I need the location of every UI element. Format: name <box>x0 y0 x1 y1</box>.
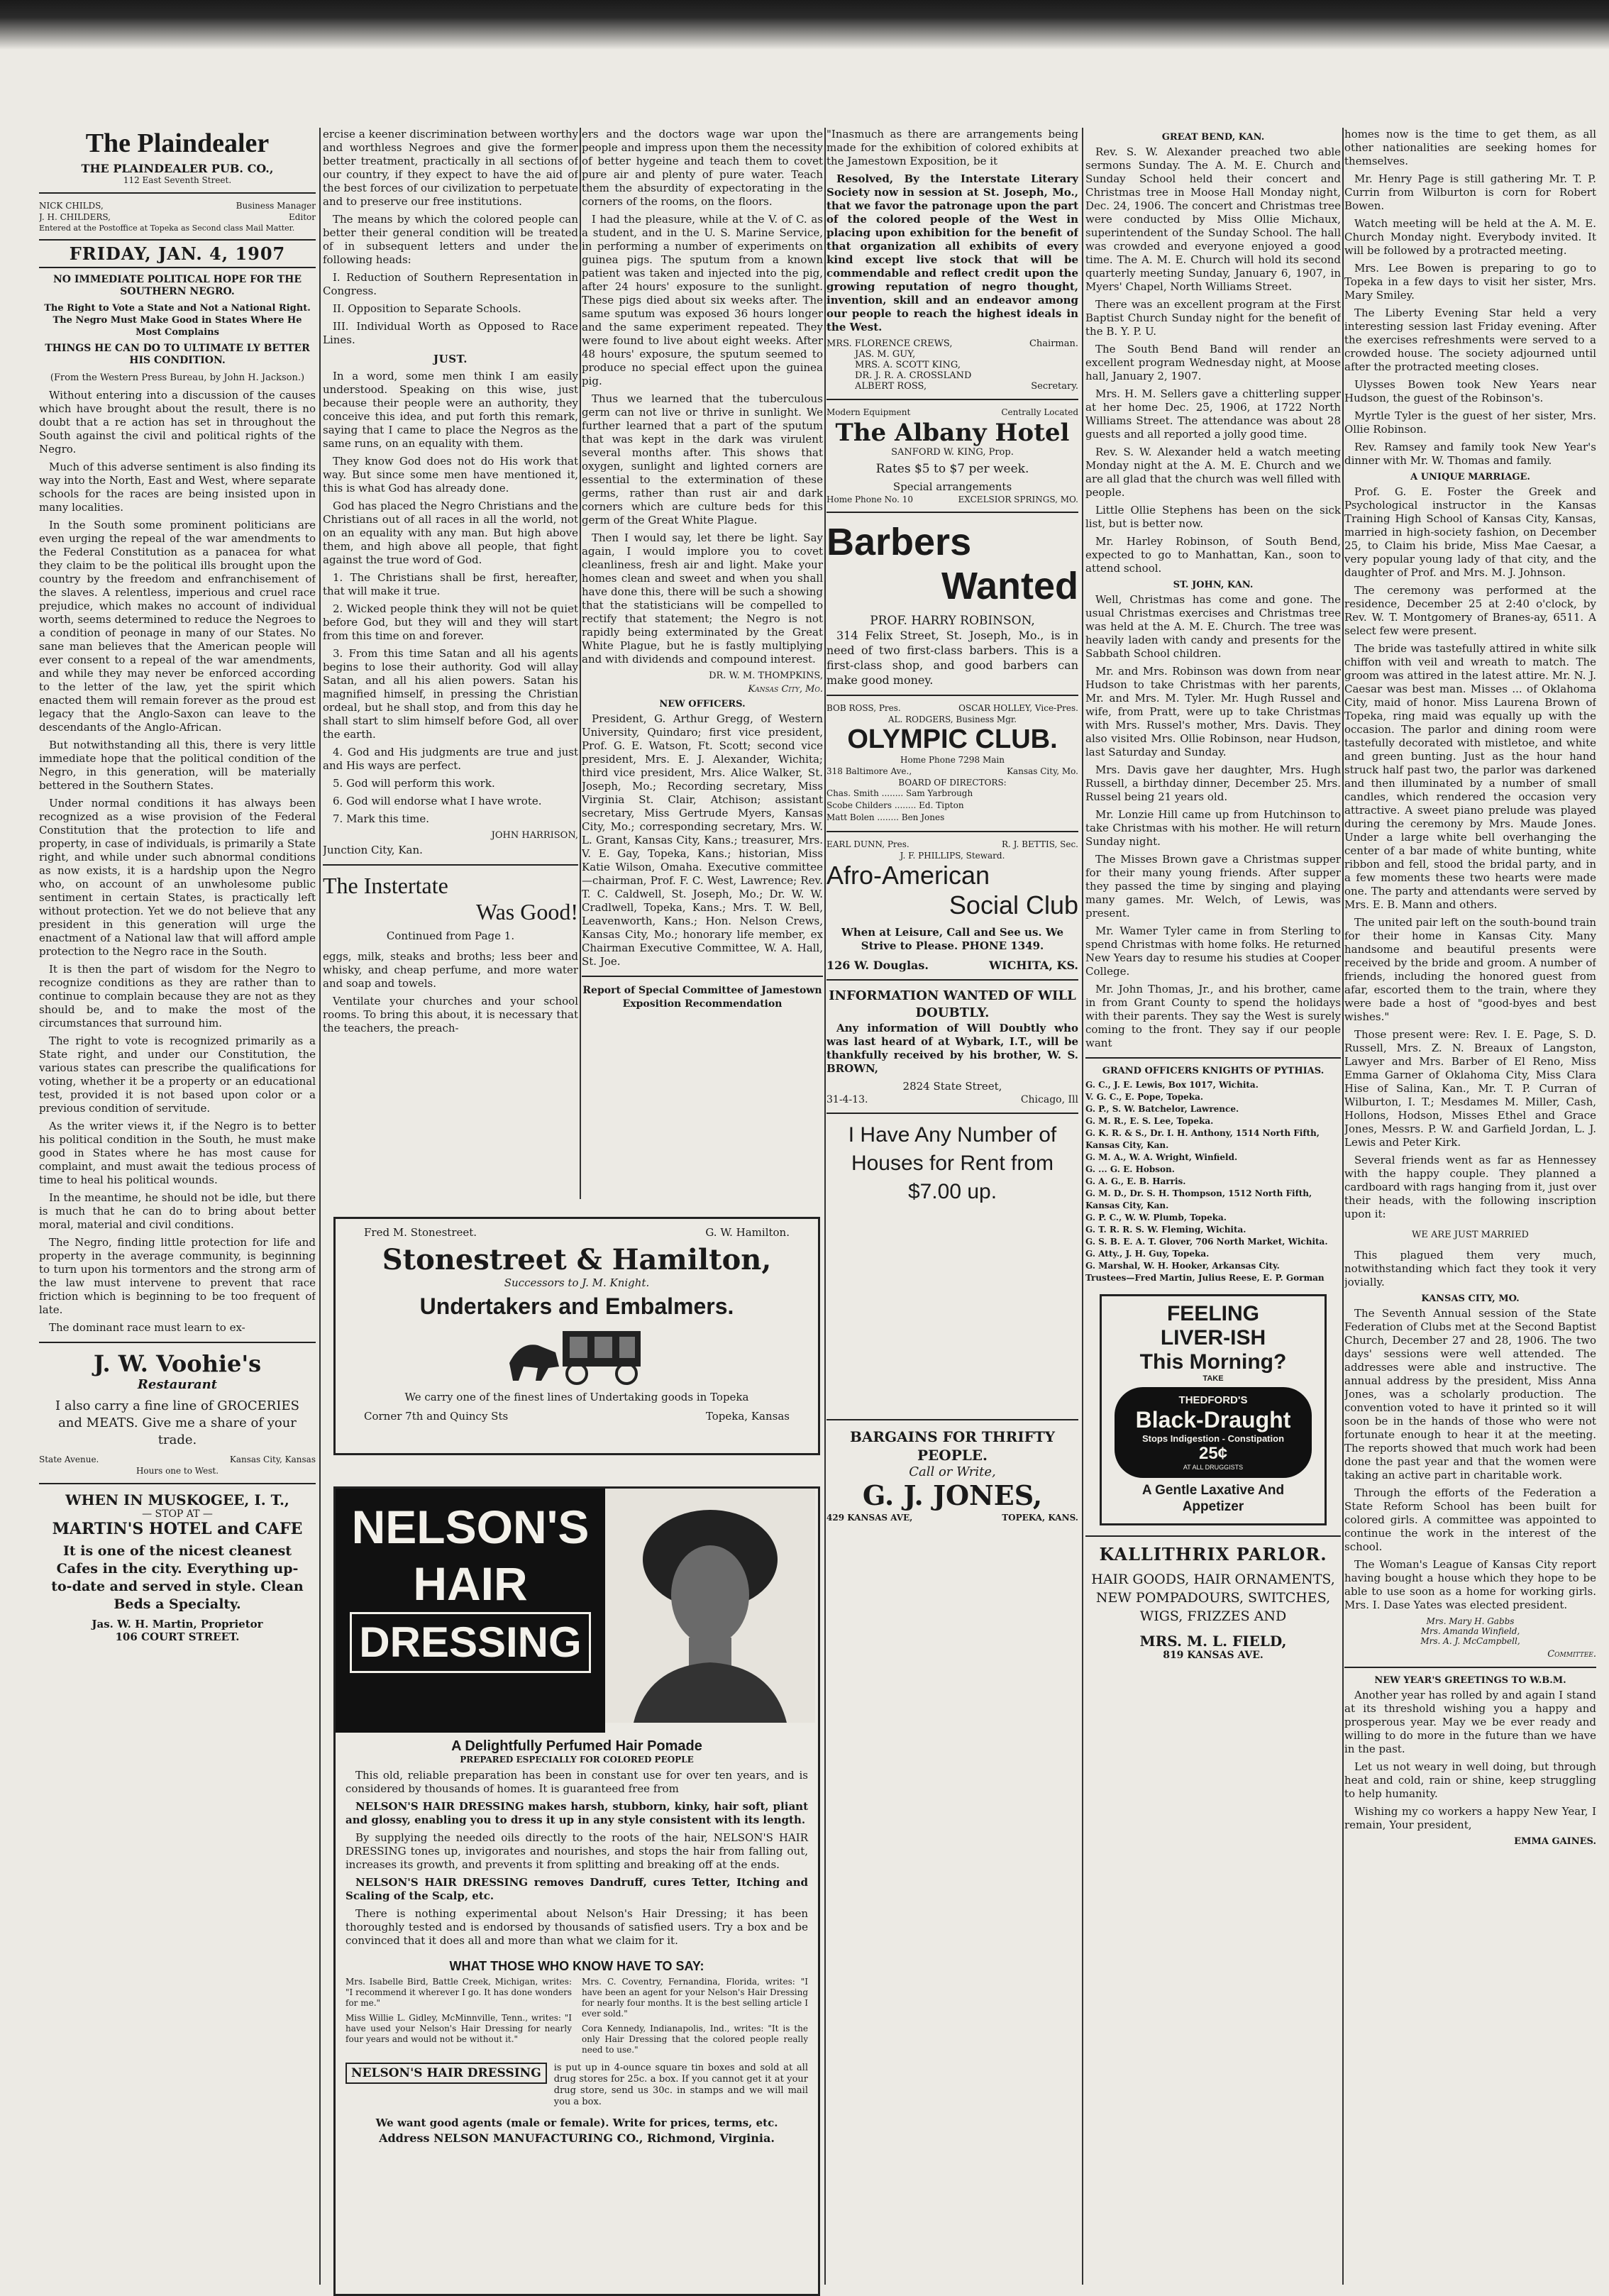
divider <box>39 1342 316 1343</box>
bd-brand: Black-Draught <box>1135 1407 1291 1433</box>
bd-brand-small: THEDFORD'S <box>1178 1394 1248 1406</box>
testimonial-column <box>582 1977 808 2060</box>
section-heading: JUST. <box>433 353 468 365</box>
signature: Mrs. A. J. McCampbell, <box>1420 1636 1520 1646</box>
ad-address-right: Kansas City, Mo. <box>1007 766 1078 776</box>
ad-firm-name: Stonestreet & Hamilton, <box>382 1243 772 1276</box>
divider <box>826 979 1078 981</box>
testimonial: Mrs. Isabelle Bird, Battle Creek, Michigan, writes: "I recommend it wherever I go. It has done wonders for me." <box>345 1977 572 2008</box>
ad-martins-title: MARTIN'S HOTEL and CAFE <box>52 1520 303 1538</box>
paragraph: Ventilate your churches and your school rooms. To bring this about, it is necessary that the teachers, the preach- <box>323 995 578 1034</box>
paragraph: Those present were: Rev. I. E. Page, S. D. Russell, Mrs. Z. N. Breaux of Langston, Lawyer and Mrs. Barber of El Reno, Miss Emma Garner of Oklahoma City, Miss Clara Hise of Salina, Kan., Mr. T. P. Curran of Wilburton, I. T.; Mesdames M. Miller, Cash, Hollons, Hodson, Misses Ethel and Grace Jones, Messrs. P. W. and Garfield Jordan, L. J. Lewis and Peter Kirk. <box>1344 1028 1596 1149</box>
ad-name-left: Fred M. Stonestreet. <box>364 1226 477 1239</box>
column-rule <box>1342 128 1344 2285</box>
ad-voohie-name: J. W. Voohie's <box>93 1350 262 1377</box>
ad-address-row <box>336 1407 818 1425</box>
divider <box>826 695 1078 696</box>
ad-afro-body: When at Leisure, Call and See us. We Strive to Please. PHONE 1349. <box>841 926 1064 952</box>
info-footer <box>826 1094 1078 1105</box>
section-heading: GREAT BEND, KAN. <box>1161 132 1265 143</box>
deck: The Right to Vote a State and Not a National Right. The Negro Must Make Good in States Where He Most Complains <box>44 303 311 338</box>
paragraph: The ceremony was performed at the residence, December 25 at 2:40 o'clock, by Rev. W. T. Montgomery of Branes-ay, 6511. A select few were present. <box>1344 584 1596 637</box>
signature-place: Kansas City, Mo. <box>748 684 823 695</box>
nelson-testimonials <box>336 1977 818 2060</box>
ad-kallithrix-address: 819 KANSAS AVE. <box>1163 1650 1264 1661</box>
headline: THINGS HE CAN DO TO ULTIMATE LY BETTER HIS CONDITION. <box>45 343 310 366</box>
column-rule <box>319 128 321 2285</box>
section-heading: KANSAS CITY, MO. <box>1421 1293 1520 1304</box>
postal-entry: Entered at the Postoffice at Topeka as Second class Mail Matter. <box>39 223 295 233</box>
paragraph: 5. God will perform this work. <box>333 777 495 790</box>
divider <box>39 1483 316 1484</box>
ad-kallithrix-name: KALLITHRIX PARLOR. <box>1099 1544 1327 1564</box>
paragraph: In a word, some men think I am easily understood. Speaking on this wise, just because their people were an authority, they conceive this idea, and put forth this remark, saying that I came to place the Negros as the same runs, on an equality with them. <box>323 370 578 450</box>
nelson-prepared: PREPARED ESPECIALLY FOR COLORED PEOPLE <box>460 1755 694 1765</box>
ad-olympic-name: OLYMPIC CLUB. <box>847 724 1058 754</box>
signature: Mrs. Mary H. Gabbs <box>1426 1616 1515 1626</box>
nelson-title-line: DRESSING <box>350 1612 591 1673</box>
headline: NO IMMEDIATE POLITICAL HOPE FOR THE SOUTHERN NEGRO. <box>52 274 302 297</box>
list-item: I. Reduction of Southern Representation in Congress. <box>323 271 578 297</box>
ad-names-row <box>336 1219 818 1239</box>
paragraph: By supplying the needed oils directly to the roots of the hair, NELSON'S HAIR DRESSING tones up, invigorates and nourishes, and stops the hair from falling out, increases its growth, and prevents it from splitting and breaking off at the ends. <box>345 1831 808 1871</box>
paragraph: The Negro, finding little protection for life and property in the average community, is beginning to turn upon his tormentors and the strong arm of the law must intervene to prevent that race friction which is beginning to be too frequent of late. <box>39 1236 316 1316</box>
bd-laxative: A Gentle Laxative And Appetizer <box>1141 1483 1285 1514</box>
nelson-title-line: HAIR <box>413 1557 528 1610</box>
signature-row <box>826 338 1078 349</box>
paragraph: This plagued them very much, notwithstanding which fact they took it very jovially. <box>1344 1249 1596 1288</box>
bd-line: This Morning? <box>1139 1350 1287 1374</box>
ad-name-right: G. W. Hamilton. <box>705 1226 790 1239</box>
officer-line: G. A. G., E. B. Harris. <box>1085 1176 1186 1186</box>
paragraph: Without entering into a discussion of the causes which have brought about the result, there is no doubt that a re action has set in throughout the South against the civil and political rights of the Negro. <box>39 389 316 456</box>
paragraph: The dominant race must learn to ex- <box>49 1321 245 1334</box>
ad-address-left: 318 Baltimore Ave., <box>826 766 912 776</box>
info-city: Chicago, Ill <box>1020 1094 1078 1105</box>
nelson-title-block <box>336 1489 605 1733</box>
ad-albany-phone: Home Phone No. 10 <box>826 495 914 504</box>
bd-stops: Stops Indigestion - Constipation <box>1141 1433 1285 1444</box>
paragraph: Watch meeting will be held at the A. M. E. Church Monday night. Everybody invited. It will be followed by a protracted meeting. <box>1344 217 1596 257</box>
section-heading: NEW YEAR'S GREETINGS TO W.B.M. <box>1374 1675 1566 1686</box>
testimonial-column <box>345 1977 572 2060</box>
paragraph: But notwithstanding all this, there is very little immediate hope that the political condition of the Negro, in this generation, will be materially bettered in the Southern States. <box>39 739 316 792</box>
ad-bargains-call: Call or Write, <box>909 1464 996 1479</box>
ad-olympic-address <box>826 766 1078 776</box>
paragraph: The Misses Brown gave a Christmas supper for their many young friends. After supper they passed the time by singing and playing many games. Mr. Welch, of Lewis, was present. <box>1085 853 1341 920</box>
paragraph: Prof. G. E. Foster the Greek and Psychological instructor in the Kansas Training High School of Kansas City, Kansas, married in high-society fashion, on December 25, to Claim his bride, Miss Mae Caesar, a very popular young lady of that city, and the daughter of Prof. and Mrs. M. J. Johnson. <box>1344 485 1596 579</box>
signature-row <box>826 381 1078 392</box>
ad-voohie-body: I also carry a fine line of GROCERIES and MEATS. Give me a share of your trade. <box>55 1398 299 1447</box>
nelson-header <box>336 1489 818 1733</box>
officer-line: G. K. R. & S., Dr. I. H. Anthony, 1514 North Fifth, Kansas City, Kan. <box>1085 1128 1320 1150</box>
ad-bargains-name: G. J. JONES, <box>862 1479 1043 1511</box>
ad-afro-title: Afro-American <box>826 861 990 890</box>
byline: (From the Western Press Bureau, by John H. Jackson.) <box>50 372 305 383</box>
info-code: 31-4-13. <box>826 1094 868 1105</box>
publisher: THE PLAINDEALER PUB. CO., <box>81 162 274 175</box>
divider <box>1085 1535 1341 1537</box>
ad-olympic-mgr: AL. RODGERS, Business Mgr. <box>888 714 1017 724</box>
paragraph: The South Bend Band will render an excellent program Wednesday night, at Moose hall, January 2, 1907. <box>1085 343 1341 382</box>
info-body: Any information of Will Doubtly who was last heard of at Wybark, I.T., will be thankfully received by his brother, W. S. BROWN, <box>826 1022 1078 1075</box>
ad-kallithrix-prop: MRS. M. L. FIELD, <box>1139 1633 1287 1650</box>
ad-kallithrix-body: HAIR GOODS, HAIR ORNAMENTS, NEW POMPADOURS, SWITCHES, WIGS, FRIZZES AND <box>1091 1572 1335 1624</box>
ad-address-right: Kansas City, Kansas <box>229 1455 316 1464</box>
ad-albany-place: EXCELSIOR SPRINGS, MO. <box>958 495 1078 504</box>
ad-albany-name: The Albany Hotel <box>835 419 1070 447</box>
paragraph: NELSON'S HAIR DRESSING makes harsh, stubborn, kinky, hair soft, pliant and glossy, enabling you to dress it up in any style consistent with its length. <box>345 1800 808 1826</box>
continued-note: Continued from Page 1. <box>386 929 515 942</box>
masthead-title: The Plaindealer <box>85 128 270 158</box>
paragraph: President, G. Arthur Gregg, of Western University, Quindaro; first vice president, Prof. G. E. Watson, Ft. Scott; second vice president, Mrs. E. J. Alexander, Wichita; third vice president, Mrs. Alice Walker, St. Joseph, Mo.; Recording secretary, Miss Virginia St. Clair, Atchison; assistant secretary, Miss Gertrude Myers, Kansas City, Mo.; corresponding secretary, Mrs. W. L. Grant, Kansas City, Kans.; treasurer, Mrs. V. E. Gay, Topeka, Kans.; historian, Miss Katie Wilson, Omaha. Executive committee—chairman, Prof. F. C. West, Lawrence; Rev. T. C. Caldwell, St. Joseph, Mo.; Dr. W. W. Cradlwell, Topeka, Kans.; Mrs. T. W. Bell, Leavenworth, Kans.; Hon. Nelson Crews, Kansas City, Mo.; honorary life member, ex Chairman Executive Committee, W. A. Hall, St. Joe. <box>582 712 823 968</box>
officer-line: V. G. C., E. Pope, Topeka. <box>1085 1092 1204 1102</box>
section-heading: NEW OFFICERS. <box>659 699 746 710</box>
ad-martins-prop: Jas. W. H. Martin, Proprietor <box>92 1618 263 1630</box>
ad-address-right: WICHITA, KS. <box>989 959 1078 972</box>
ad-olympic-director: Scobe Childers ........ Ed. Tipton <box>826 800 964 810</box>
paragraph: 1. The Christians shall be first, hereafter, that will make it true. <box>323 571 578 597</box>
signature-place: Junction City, Kan. <box>323 844 423 856</box>
paragraph: Through the efforts of the Federation a State Reform School has been built for colored girls. A committee was appointed to continue the work in the interest of the school. <box>1344 1486 1596 1553</box>
ad-muskogee: WHEN IN MUSKOGEE, I. T., <box>65 1491 289 1508</box>
paragraph: Mrs. Lee Bowen is preparing to go to Topeka in a few days to visit her sister, Mrs. Mary Smiley. <box>1344 262 1596 302</box>
ad-muskogee-stop: — STOP AT — <box>142 1508 213 1520</box>
officer-line: G. M. D., Dr. S. H. Thompson, 1512 North Fifth, Kansas City, Kan. <box>1085 1188 1312 1210</box>
ad-barbers-title: Wanted <box>941 565 1078 607</box>
staff-row <box>39 201 316 211</box>
column-rule <box>580 128 581 1199</box>
staff-row <box>39 212 316 222</box>
paragraph: They know God does not do His work that way. But since some men have mentioned it, this is what God has already done. <box>323 455 578 495</box>
paragraph: Let us not weary in well doing, but through heat and cold, rain or shine, keep struggling to help humanity. <box>1344 1760 1596 1800</box>
ad-trade: Undertakers and Embalmers. <box>419 1293 734 1319</box>
paragraph: homes now is the time to get them, as all other nationalities are seeking homes for themselves. <box>1344 128 1596 167</box>
signature: JOHN HARRISON, <box>491 830 578 841</box>
officer-line: G. C., J. E. Lewis, Box 1017, Wichita. <box>1085 1080 1259 1090</box>
nelson-brand-box: NELSON'S HAIR DRESSING <box>345 2063 547 2084</box>
paragraph: Much of this adverse sentiment is also finding its way into the North, East and West, where separate schools for the races are being insisted upon in many localities. <box>39 460 316 514</box>
ad-barbers-body: 314 Felix Street, St. Joseph, Mo., is in need of two first-class barbers. This is a first-class shop, and good barbers can make good money. <box>826 629 1078 687</box>
paragraph: "Inasmuch as there are arrangements being made for the exhibition of colored exhibits at the Jamestown Exposition, be it <box>826 128 1078 167</box>
ad-olympic-phone: Home Phone 7298 Main <box>900 755 1005 765</box>
info-heading: INFORMATION WANTED OF WILL DOUBTLY. <box>829 988 1076 1020</box>
paragraph: Another year has rolled by and again I stand at its threshold wishing you a happy and prosperous year. May we be ever ready and willing to do more in the future than we have in the past. <box>1344 1689 1596 1755</box>
signature: JAS. M. GUY, <box>855 349 916 360</box>
section-title: The Instertate <box>323 873 448 898</box>
column-4 <box>826 128 1078 2285</box>
officer-line: G. S. B. E. A. T. Glover, 706 North Market, Wichita. <box>1085 1237 1328 1247</box>
paragraph: In the meantime, he should not be idle, but there is much that he can do to bring about better moral, material and civil conditions. <box>39 1191 316 1231</box>
section-heading: GRAND OFFICERS KNIGHTS OF PYTHIAS. <box>1102 1066 1325 1076</box>
list-item: III. Individual Worth as Opposed to Race Lines. <box>323 320 578 346</box>
paragraph: The Liberty Evening Star held a very interesting session last Friday evening. After the exercises refreshments were served to a crowded house. The society adjourned until after the protracted meeting closes. <box>1344 307 1596 373</box>
report-line: Report of Special Committee of Jamestown Exposition Recommendation <box>582 985 822 1010</box>
paragraph: Rev. S. W. Alexander preached two able sermons Sunday. The A. M. E. Church and Sunday School held their concert and Christmas tree in Moose Hall Monday night, Dec. 24, 1906. The concert and Christmas tree were conducted by Miss Ollie Michaux, superintendent of the Sunday School. The hall was crowded and everyone enjoyed a good time. The A. M. E. Church will hold its second quarterly meeting Sunday, January 6, 1907, in Myers' Chapel, North Williams Street. <box>1085 145 1341 293</box>
ad-address-right: TOPEKA, KANS. <box>1002 1513 1078 1523</box>
ad-albany-feature: Centrally Located <box>1001 407 1078 417</box>
divider <box>582 976 823 977</box>
staff-role: Business Manager <box>236 201 316 211</box>
paragraph: As the writer views it, if the Negro is to better his political condition in the South, he must make good in States where he has most cause for complaint, and must await the tedious process of time to heal his political wounds. <box>39 1120 316 1186</box>
nelson-price-row <box>336 2060 818 2115</box>
paragraph: In the South some prominent politicians are even urging the repeal of the war amendments to the Federal Constitution as a panacea for what they claim to be the political ills brought upon the country by the freedom and enfranchisement of the slaves. A relentless, imperious and cruel race prejudice, which makes no account of individual worth, seems determined to reduce the Negroes to a condition of peonage in many of our States. No sane man believes that the American people will ever consent to a repeal of the war amendments, and while they may never be enforced according to the letter of the law, yet the spirit which enacted them will remain forever as the proud est legacy that the Anglo-Saxon can leave to the descendants of the Anglo-African. <box>39 519 316 734</box>
paragraph: ercise a keener discrimination between worthy and worthless Negroes and give the former better treatment, practically in all sections of our country, if they expect to have the aid of the best forces of our civilization to perpetuate and to preserve our free institutions. <box>323 128 578 208</box>
paragraph: Thus we learned that the tuberculous germ can not live or thrive in sunlight. We further learned that a part of the sputum that was kept in the dark was virulent several months after. This shows that oxygen, sunlight and lighted corners are essential to the extermination of these germs, rather than rust air and dark corners which are culture beds for this germ of the Great White Plague. <box>582 392 823 526</box>
column-1 <box>39 128 316 2285</box>
ad-olympic-board: BOARD OF DIRECTORS: <box>898 778 1007 788</box>
bd-line: LIVER-ISH <box>1160 1326 1266 1350</box>
ad-albany-rates: Rates $5 to $7 per week. <box>875 462 1029 476</box>
ad-voohie-hours: Hours one to West. <box>136 1466 219 1476</box>
column-6 <box>1344 128 1596 2285</box>
hearse-icon <box>499 1324 655 1388</box>
ad-voohie-address <box>39 1455 316 1464</box>
officer-line: G. M. R., E. S. Lee, Topeka. <box>1085 1116 1214 1126</box>
ad-successors: Successors to J. M. Knight. <box>504 1276 650 1289</box>
officer-line: G. M. A., W. A. Wright, Winfield. <box>1085 1152 1238 1162</box>
paragraph: I had the pleasure, while at the V. of C. as a student, and in the U. S. Marine Service, in performing a number of experiments on guinea pigs. The sputum from a known patient was taken and injected into the pig, after 24 hours' exposure to the sunlight. These pigs died about six weeks after. The same sputum was exposed 36 hours longer and the same experiment repeated. They were found to live about eight weeks. After 48 hours' exposure, the sputum seemed to produce no special effect upon the guinea pig. <box>582 213 823 387</box>
ad-officer: R. J. BETTIS, Sec. <box>1002 839 1078 849</box>
paragraph: Mr. Wamer Tyler came in from Sterling to spend Christmas with home folks. He returned New Years day to resume his studies at Cooper College. <box>1085 925 1341 978</box>
ad-address-left: State Avenue. <box>39 1455 99 1464</box>
paragraph: The Seventh Annual session of the State Federation of Clubs met at the Second Baptist Church, December 27 and 28, 1906. The two days' sessions were well attended. The addresses were able and instructive. The annual address by the president, Miss Anna Jones, was a scholarly production. The convention voted to have it printed so it will soon be in the hands of those who were not fortunate enough to hear it at the meeting. The reports showed that much work had been done the past year and that the women were taking an active part in charitable work. <box>1344 1307 1596 1481</box>
ad-houses: I Have Any Number of Houses for Rent from $7.00 up. <box>848 1123 1057 1203</box>
issue-date: FRIDAY, JAN. 4, 1907 <box>39 239 316 268</box>
signature: ALBERT ROSS, <box>855 381 927 392</box>
ad-olympic-director: Chas. Smith ........ Sam Yarbrough <box>826 788 973 798</box>
paragraph: Myrtle Tyler is the guest of her sister, Mrs. Ollie Robinson. <box>1344 409 1596 436</box>
paragraph: NELSON'S HAIR DRESSING removes Dandruff, cures Tetter, Itching and Scaling of the Scalp, etc. <box>345 1876 808 1902</box>
ad-afro-officers <box>826 839 1078 849</box>
ad-address-left: Corner 7th and Quincy Sts <box>364 1410 509 1423</box>
ad-officer: OSCAR HOLLEY, Vice-Pres. <box>958 703 1078 713</box>
ad-martins-address: 106 COURT STREET. <box>115 1630 240 1643</box>
paragraph: Mr. Henry Page is still gathering Mr. T. P. Currin from Wilburton is corn for Robert Bowen. <box>1344 172 1596 212</box>
signature: DR. W. M. THOMPKINS, <box>709 670 823 681</box>
officer-line: G. P., S. W. Batchelor, Lawrence. <box>1085 1104 1239 1114</box>
inscription: WE ARE JUST MARRIED <box>1412 1230 1529 1240</box>
signature: MRS. A. SCOTT KING, <box>855 360 961 370</box>
divider <box>323 864 578 866</box>
info-address: 2824 State Street, <box>902 1080 1002 1093</box>
ad-afro-address <box>826 959 1078 972</box>
bd-line: FEELING <box>1166 1302 1259 1325</box>
bd-price: 25¢ <box>1198 1444 1228 1463</box>
paragraph: Mrs. Davis gave her daughter, Mrs. Hugh Russell, a birthday dinner, December 25. Mrs. Russel being 21 years old. <box>1085 763 1341 803</box>
ad-albany-bottom <box>826 495 1078 504</box>
signature: DR. J. R. A. CROSSLAND <box>855 370 972 381</box>
paragraph: 6. God will endorse what I have wrote. <box>333 795 542 807</box>
officer-line: G. Atty., J. H. Guy, Topeka. <box>1085 1249 1210 1259</box>
paragraph: This old, reliable preparation has been in constant use for over ten years, and is considered by thousands of homes. It is guaranteed free from <box>345 1769 808 1795</box>
paragraph: The Woman's League of Kansas City report having bought a house which they hope to be able to use soon as a home for working girls. Mrs. I. Dase Yates was elected president. <box>1344 1558 1596 1611</box>
paragraph: ers and the doctors wage war upon the people and impress upon them the necessity of better hygeine and teach them to covet pure air and plenty of pure water. Teach them the absurdity of expectorating in the corners of the rooms, on the floors. <box>582 128 823 208</box>
divider <box>1344 1667 1596 1668</box>
ad-martins-body: It is one of the nicest cleanest Cafes in the city. Everything up-to-date and served in style. Clean Beds a Specialty. <box>51 1543 304 1612</box>
nelson-address: Address NELSON MANUFACTURING CO., Richmond, Virginia. <box>379 2131 775 2145</box>
paragraph: The right to vote is recognized primarily as a State right, and under our Constitution, the various states can prescribe the qualifications for voting, whether it be a property or an educational test, provided it is not based upon color or a previous condition of servitude. <box>39 1034 316 1115</box>
column-rule <box>1082 128 1083 2285</box>
ad-bargains-address <box>826 1513 1078 1523</box>
paragraph: There was an excellent program at the First Baptist Church Sunday night for the benefit of the B. Y. P. U. <box>1085 298 1341 338</box>
paragraph: It is then the part of wisdom for the Negro to recognize conditions as they are rather than to continue to complain because they are not as they should be, and to make the most of the circumstances that surround him. <box>39 963 316 1030</box>
paragraph: Mr. and Mrs. Robinson was down from near Hudson to take Christmas with her parents, Mr. and Mrs. M. Tyler. Mr. Hugh Russel and wife, from Pratt, were up to take Christmas with Mrs. Russel's mother, Mrs. Davis. They also visited Mrs. Ollie Robinson, near Hudson, last Saturday and Sunday. <box>1085 665 1341 758</box>
divider <box>1085 1057 1341 1059</box>
column-3 <box>582 128 823 1192</box>
section-heading: ST. JOHN, KAN. <box>1173 580 1254 590</box>
nelson-body <box>336 1765 818 1956</box>
ad-address-left: 429 KANSAS AVE, <box>826 1513 913 1523</box>
paragraph: The united pair left on the south-bound train for their home in Kansas City. Many handsome and beautiful presents were received by the bride and groom. A number of friends, including the honored guest from afar, escorted them to the train, where they were bade a host of "good-byes and best wishes." <box>1344 916 1596 1023</box>
ad-stonestreet <box>333 1217 820 1455</box>
ad-barbers-title: Barbers <box>826 521 972 563</box>
signature-role: Committee. <box>1547 1649 1596 1660</box>
signature: EMMA GAINES. <box>1514 1836 1596 1847</box>
paragraph: Little Ollie Stephens has been on the sick list, but is better now. <box>1085 504 1341 530</box>
ad-bargains-title: BARGAINS FOR THRIFTY PEOPLE. <box>849 1428 1055 1464</box>
signature-role: Chairman. <box>1029 338 1078 349</box>
paragraph: The means by which the colored people can better their general condition will be treated of in subsequent letters and under the following heads: <box>323 213 578 266</box>
officer-line: G. P. C., W. W. Plumb, Topeka. <box>1085 1213 1227 1222</box>
divider <box>826 1113 1078 1114</box>
paragraph: Well, Christmas has come and gone. The usual Christmas exercises and Christmas tree was held at the A. M. E. Church. The tree was heavily laden with candy and presents for the Sabbath School children. <box>1085 593 1341 660</box>
ad-olympic-director: Matt Bolen ........ Ben Jones <box>826 812 945 822</box>
nelson-price-note: is put up in 4-ounce square tin boxes and sold at all drug stores for 25c. a box. If you cannot get it at your drug store, send us 30c. in stamps and we will mail you a box. <box>553 2063 808 2107</box>
nelson-tagline: A Delightfully Perfumed Hair Pomade <box>451 1738 702 1754</box>
paragraph: Mrs. H. M. Sellers gave a chitterling supper at her home Dec. 25, 1906, at 1722 North Williams Street. The attendance was about 28 guests and all reported a jolly good time. <box>1085 387 1341 441</box>
ad-albany-special: Special arrangements <box>892 480 1012 493</box>
paragraph: Under normal conditions it has always been recognized as a wise provision of the Federal Constitution that the protection to life and property, in case of individuals, is primarily a State right, and while under such abnormal conditions as now exists, it is a hardship upon the Negro who, on account of an unwholesome public sentiment in certain States, is practically left without protection. Yet we do not believe that any president in this generation will urge the enactment of a National law that will afford ample protection to the Negro race in the South. <box>39 797 316 958</box>
ad-officer: EARL DUNN, Pres. <box>826 839 909 849</box>
paragraph: Mr. John Thomas, Jr., and his brother, came in from Grant County to spend the holidays with their parents. They say the West is surely coming to the front. They say if our people want <box>1085 983 1341 1049</box>
paragraph: Rev. S. W. Alexander held a watch meeting Monday night at the A. M. E. Church and we are all glad that the church was well filled with people. <box>1085 446 1341 499</box>
testimonial: Cora Kennedy, Indianapolis, Ind., writes: "It is the only Hair Dressing that the colored people really need to use." <box>582 2024 808 2055</box>
scan-top-edge <box>0 0 1609 50</box>
ad-officer: BOB ROSS, Pres. <box>826 703 901 713</box>
paragraph: 4. God and His judgments are true and just and His ways are perfect. <box>323 746 578 772</box>
ad-address-right: Topeka, Kansas <box>705 1410 790 1423</box>
paragraph: Wishing my co workers a happy New Year, I remain, Your president, <box>1344 1805 1596 1831</box>
paragraph: 7. Mark this time. <box>333 812 430 825</box>
divider <box>826 831 1078 832</box>
ad-barbers-name: PROF. HARRY ROBINSON, <box>870 614 1035 628</box>
paragraph: Ulysses Bowen took New Years near Hudson, the guest of the Robinson's. <box>1344 378 1596 404</box>
ad-address-left: 126 W. Douglas. <box>826 959 929 972</box>
bd-druggists: AT ALL DRUGGISTS <box>1183 1464 1244 1471</box>
publisher-address: 112 East Seventh Street. <box>123 175 232 185</box>
paragraph: There is nothing experimental about Nelson's Hair Dressing; it has been thoroughly tested and is endorsed by thousands of satisfied users. Try a box and be convinced that it does all and more than what we claim for it. <box>345 1907 808 1947</box>
nelson-agents: We want good agents (male or female). Write for prices, terms, etc. <box>375 2116 778 2129</box>
staff-name: NICK CHILDS, <box>39 201 104 211</box>
testimonial: Mrs. C. Coventry, Fernandina, Florida, writes: "I have been an agent for your Nelson's Hair Dressing for nearly four months. It is the best selling article I ever sold." <box>582 1977 808 2019</box>
signature: MRS. FLORENCE CREWS, <box>826 338 953 349</box>
bd-badge <box>1115 1387 1312 1478</box>
column-5 <box>1085 128 1341 2285</box>
testimonial: Miss Willie L. Gidley, McMinnville, Tenn., writes: "I have used your Nelson's Hair Dressing for nearly four years and would not be without it." <box>345 2013 572 2044</box>
officer-line: G. Marshal, W. H. Hooker, Arkansas City. <box>1085 1261 1280 1271</box>
paragraph: Resolved, By the Interstate Literary Society now in session at St. Joseph, Mo., that we favor the patronage upon the part of the colored people of the West in placing upon exhibition for the benefit of that organization all exhibits of every kind except live stock that will be commendable and reflect credit upon the growing reputation of negro thought, invention, skill and an endeavor among our people to reach the highest ideals in the West. <box>826 172 1078 333</box>
paragraph: eggs, milk, steaks and broths; less beer and whisky, and cheap perfume, and more water and soap and towels. <box>323 950 578 990</box>
divider <box>826 1419 1078 1420</box>
ad-albany-top <box>826 407 1078 417</box>
staff-name: J. H. CHILDERS, <box>39 212 111 222</box>
officer-line: G. T. R. R. S. W. Fleming, Wichita. <box>1085 1225 1246 1235</box>
ad-black-draught <box>1100 1294 1327 1525</box>
staff-role: Editor <box>288 212 316 222</box>
paragraph: 3. From this time Satan and all his agents begins to lose their authority. God will allay Satan, and all his alien powers. Satan his magnified himself, in pressing the Christian ordeal, but he shall stop, and from this day he shall start to slim himself before God, all over the earth. <box>323 647 578 741</box>
signature-role: Secretary. <box>1031 381 1078 392</box>
section-title: Was Good! <box>475 899 578 925</box>
ad-afro-title: Social Club <box>949 890 1078 920</box>
officer-line: G. ... G. E. Hobson. <box>1085 1164 1175 1174</box>
ad-tagline: We carry one of the finest lines of Undertaking goods in Topeka <box>404 1391 749 1403</box>
paragraph: Then I would say, let there be light. Say again, I would implore you to covet cleanliness, fresh air and light. Make your homes clean and sweet and when you shall have done this, there will be such a showing that the statisticians will be compelled to rectify that statement; the Negro is not rapidly being exterminated by the Great White Plague, but he is fastly multiplying and with dividends and compound interest. <box>582 531 823 666</box>
ad-albany-feature: Modern Equipment <box>826 407 911 417</box>
ad-olympic-officers <box>826 703 1078 713</box>
section-heading: A UNIQUE MARRIAGE. <box>1410 472 1530 482</box>
column-2 <box>323 128 578 1192</box>
column-rule <box>824 128 826 2285</box>
officer-line: Trustees—Fred Martin, Julius Reese, E. P. Gorman <box>1085 1273 1325 1283</box>
nelson-say-heading: WHAT THOSE WHO KNOW HAVE TO SAY: <box>449 1959 704 1973</box>
divider <box>826 512 1078 513</box>
divider <box>39 192 316 194</box>
paragraph: 2. Wicked people think they will not be quiet before God, but they will and they will start from this time on and forever. <box>323 602 578 642</box>
divider <box>826 399 1078 400</box>
paragraph: The bride was tastefully attired in white silk chiffon with veil and wreath to match. The groom was attired in the latest attire. Mr. N. J. Caesar was best man. Misses ... of Oklahoma City, maid of honor. Miss Laurena Brown of Topeka, ring maid was equally up with the occasion. The parlor and dining room were tastefully decorated with mistletoe, and white and green bunting. Just as the hour hand struck half past two, the parlor was darkened and then illuminated by a number of small candles, which rendered the occasion very attractive. A sweet piano prelude was played during the ceremony by Mrs. Maude Jones. Under a large white bell overhanging the center of a bar made of white bunting, white ribbon and fell, stood the bridal party, and in a few moments these two hearts were made one. The party and attendants were served by Mrs. E. B. Mann and others. <box>1344 642 1596 911</box>
bd-take: TAKE <box>1202 1374 1224 1383</box>
ad-nelson <box>333 1486 820 2296</box>
signature: Mrs. Amanda Winfield, <box>1420 1626 1520 1636</box>
paragraph: Mr. Lonzie Hill came up from Hutchinson to take Christmas with his mother. He will return Sunday night. <box>1085 808 1341 848</box>
paragraph: Rev. Ramsey and family took New Year's dinner with Mr. W. Thomas and family. <box>1344 441 1596 467</box>
nelson-title-line: NELSON'S <box>351 1501 590 1553</box>
woman-portrait-icon <box>605 1489 815 1723</box>
list-item: II. Opposition to Separate Schools. <box>333 302 521 315</box>
paragraph: Several friends went as far as Hennessey with the happy couple. They planned a cardboard with rags hanging from it, just over their heads, with the following inscription upon it: <box>1344 1154 1596 1220</box>
paragraph: Mr. Harley Robinson, of South Bend, expected to go to Manhattan, Kan., soon to attend school. <box>1085 535 1341 575</box>
ad-voohie-sub: Restaurant <box>137 1377 218 1392</box>
ad-afro-steward: J. F. PHILLIPS, Steward. <box>900 851 1005 861</box>
ad-albany-prop: SANFORD W. KING, Prop. <box>891 447 1014 458</box>
paragraph: God has placed the Negro Christians and the Christians out of all races in all the world, not on an equality with any man. But high above them, and high above all people, that fight against the true word of God. <box>323 500 578 566</box>
